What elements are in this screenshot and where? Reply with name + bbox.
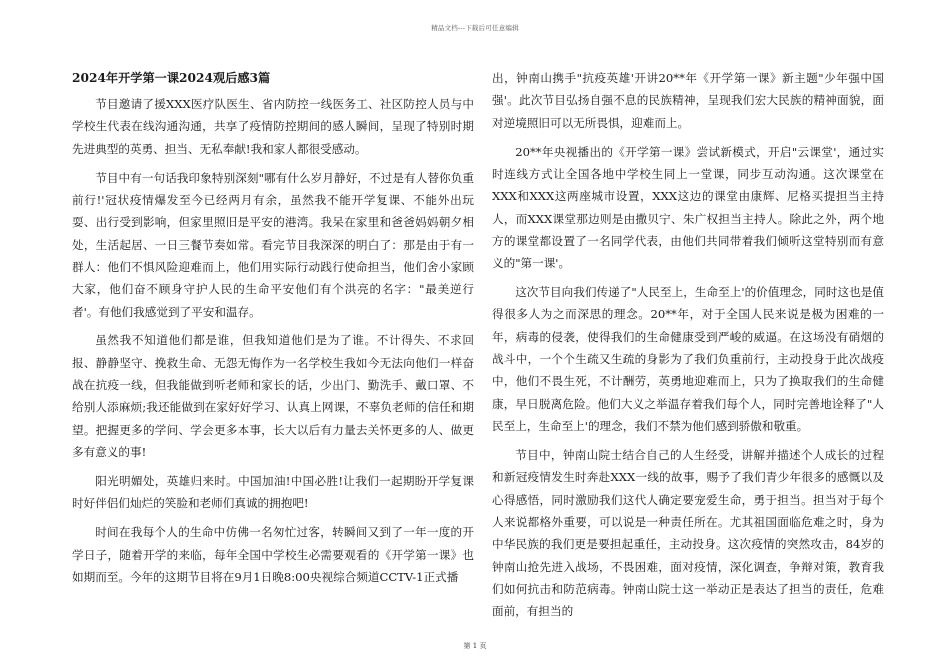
paragraph: 虽然我不知道他们都是谁，但我知道他们是为了谁。不计得失、不求回报、静静坚守、挽救生命、无怨无悔作为一名学校生我如今无法向他们一样奋战在抗疫一线，但我能做到听老师和家长的话，少出门、勤洗手、戴口罩、不给别人添麻烦;我还能做到在家好好学习、认真上网课，不辜负老师的信任和期望。把握更多的学问、学会更多本事，长大以后有力量去关怀更多的人、做更多有意义的事! [72, 333, 474, 460]
paragraph: 这次节目向我们传递了"人民至上，生命至上'的价值理念，同时这也是值得很多人为之而深思的理念。20**年，对于全国人民来说是极为困难的一年，病毒的侵袭，使得我们的生命健康受到严峻的威逼。在这场没有硝烟的战斗中，一个个生疏又生疏的身影为了我们负重前行，主动投身于此次战疫中，他们不畏生死，不计酬劳，英勇地迎难而上，只为了换取我们的生命健康，早日脱离危险。他们大义之举温存着我们每个人，同时完善地诠释了"人民至上，生命至上'的理念，我们不禁为他们感到骄傲和敬重。 [492, 285, 884, 434]
page-number: 第 1 页 [463, 642, 487, 650]
right-column [492, 67, 884, 629]
paragraph: 节目邀请了援XXX医疗队医生、省内防控一线医务工、社区防控人员与中学校生代表在线沟通沟通，共享了疫情防控期间的感人瞬间，呈现了特别时期先进典型的英勇、担当、无私奉献!我和家人都很受感动。 [72, 97, 474, 156]
paragraph: 20**年央视播出的《开学第一课》尝试新模式，开启"云课堂'，通过实时连线方式让全国各地中学校生同上一堂课，同步互动沟通。这次课堂在XXX和XXX这两座城市设置，XXX这边的课堂由康辉、尼格买提担当主持人，而XXX课堂那边则是由撒贝宁、朱广权担当主持人。除此之外，两个地方的课堂都设置了一名同学代表，由他们共同带着我们倾听这堂特别而有意义的"第一课'。 [492, 144, 884, 271]
document-title: 2024年开学第一课2024观后感3篇 [72, 71, 271, 85]
paragraph: 时间在我每个人的生命中仿佛一名匆忙过客，转瞬间又到了一年一度的开学日子，随着开学的来临，每年全国中学校生必需要观看的《开学第一课》也如期而至。今年的这期节目将在9月1日晚8:00央视综合频道CCTV-1正式播 [72, 525, 474, 584]
paragraph-continued: 出，钟南山携手"抗疫英雄'开讲20**年《开学第一课》新主题"少年强中国强'。此次节目弘扬自强不息的民族精神，呈现我们宏大民族的精神面貌，面对逆境照旧可以无所畏惧，迎难而上。 [492, 71, 884, 130]
page-header: 精品文档---下载后可任意编辑 [431, 24, 519, 32]
paragraph: 阳光明媚处，英雄归来时。中国加油!中国必胜!让我们一起期盼开学复课时好伴侣们灿烂的笑脸和老师们真诚的拥抱吧! [72, 474, 474, 511]
paragraph: 节目中有一句话我印象特别深刻"哪有什么岁月静好，不过是有人替你负重前行!'冠状疫情爆发至今已经两月有余，虽然我不能开学复课、不能外出玩耍、出行受到影响，但家里照旧是平安的港湾。我呆在家里和爸爸妈妈朝夕相处，生活起居、一日三餐节奏如常。看完节目我深深的明白了：那是由于有一群人：他们不惧风险迎难而上，他们用实际行动践行使命担当，他们舍小家顾大家，他们奋不顾身守护人民的生命平安他们有个洪亮的名字："最美逆行者'。有他们我感觉到了平安和温存。 [72, 170, 474, 319]
left-column [72, 67, 474, 595]
paragraph: 节目中，钟南山院士结合自己的人生经受，讲解并描述个人成长的过程和新冠疫情发生时奔赴XXX一线的故事，赐予了我们青少年很多的感慨以及心得感悟，同时激励我们这代人确定要宠爱生命，勇于担当。担当对于每个人来说都格外重要，可以说是一种责任所在。尤其祖国面临危难之时，身为中华民族的我们更是要担起重任，主动投身。这次疫情的突然攻击，84岁的钟南山抢先进入战场，不畏困难，面对疫情，深化调查，争辩对策，教育我们如何抗击和防范病毒。钟南山院士这一举动正是表达了担当的责任，危难面前，有担当的 [492, 448, 884, 619]
